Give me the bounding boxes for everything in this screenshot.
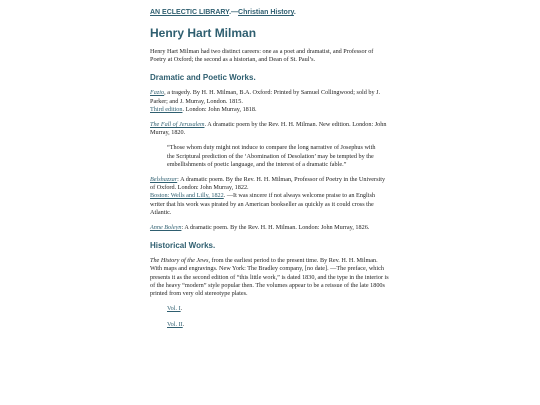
- document-body: [150, 8, 390, 338]
- belshazzar-link[interactable]: Belshazzar: [150, 176, 178, 184]
- third-edition-link[interactable]: Third edition: [150, 105, 183, 113]
- entry-fazio: [150, 89, 390, 114]
- anne-boleyn-text: : A dramatic poem. By the Rev. H. H. Milman. London: John Murray, 1826.: [181, 224, 370, 232]
- volume-1-dot: .: [180, 305, 183, 313]
- belshazzar-text: : A dramatic poem. By the Rev. H. H. Milman, Professor of Poetry in the University of Oxford. London: John Murray, 1822.: [150, 176, 386, 192]
- fall-of-jerusalem-link[interactable]: The Fall of Jerusalem: [150, 121, 205, 129]
- intro-paragraph: Henry Hart Milman had two distinct careers: one as a poet and dramatist, and Professor of Poetry at Oxford; the second as a historian, and Dean of St. Paul’s.: [150, 48, 374, 64]
- volume-2-link[interactable]: Vol. II: [167, 321, 183, 329]
- anne-boleyn-link[interactable]: Anne Boleyn: [150, 224, 182, 232]
- fazio-text: , a tragedy. By H. H. Milman, B.A. Oxford: Printed by Samuel Collingwood; sold by J. Parker; and J. Murray, London. 1815.: [150, 89, 381, 105]
- breadcrumb: [150, 8, 390, 17]
- entry-belshazzar: [150, 176, 390, 217]
- breadcrumb-end: .: [293, 9, 296, 16]
- volume-1-link[interactable]: Vol. I: [167, 305, 181, 313]
- volume-2-dot: .: [182, 321, 185, 329]
- breadcrumb-section-link[interactable]: Christian History: [238, 9, 294, 16]
- history-of-jews-title: The History of the Jews: [150, 257, 209, 265]
- entry-history-of-jews: [150, 257, 390, 298]
- entry-anne-boleyn: [150, 224, 390, 232]
- jerusalem-quote: “Those whom duty might not induce to compare the long narrative of Josephus with the Scriptural prediction of the ‘Abomination of Desolation’ may be tempted by the embellishments of poetic language, and the interest of a dramatic fable.”: [167, 144, 376, 168]
- page-title: Henry Hart Milman: [150, 26, 257, 40]
- breadcrumb-library-link[interactable]: AN ECLECTIC LIBRARY: [150, 9, 230, 16]
- fazio-link[interactable]: Fazio: [150, 89, 165, 97]
- volume-2-item: [167, 321, 390, 329]
- entry-fall-of-jerusalem: [150, 121, 390, 137]
- fall-of-jerusalem-text: . A dramatic poem by the Rev. H. H. Milman. New edition. London: John Murray, 1820.: [150, 121, 387, 137]
- dramatic-works-heading: Dramatic and Poetic Works.: [150, 73, 256, 83]
- volume-links: [167, 305, 390, 329]
- breadcrumb-separator: .—: [229, 9, 239, 16]
- fazio-text-2: . London: John Murray, 1818.: [182, 105, 257, 113]
- history-of-jews-text: , from the earliest period to the present time. By Rev. H. H. Milman. With maps and engravings. New York: The Bradley company, [no date]. —The preface, which presents it as the second edition of “this little work,” is dated 1830, and the type in the interior is of the heavy “modern” style popular then. The volumes appear to be a reissue of the late 1800s printed from very old stereotype plates.: [150, 257, 389, 298]
- historical-works-heading: Historical Works.: [150, 241, 216, 251]
- belshazzar-text-2: . —It was sincere if not always welcome praise to an English writer that his work was pirated by an American bookseller as quickly as it could cross the Atlantic.: [150, 192, 375, 216]
- boston-edition-link[interactable]: Boston: Wells and Lilly, 1822: [150, 192, 224, 200]
- volume-1-item: [167, 305, 390, 313]
